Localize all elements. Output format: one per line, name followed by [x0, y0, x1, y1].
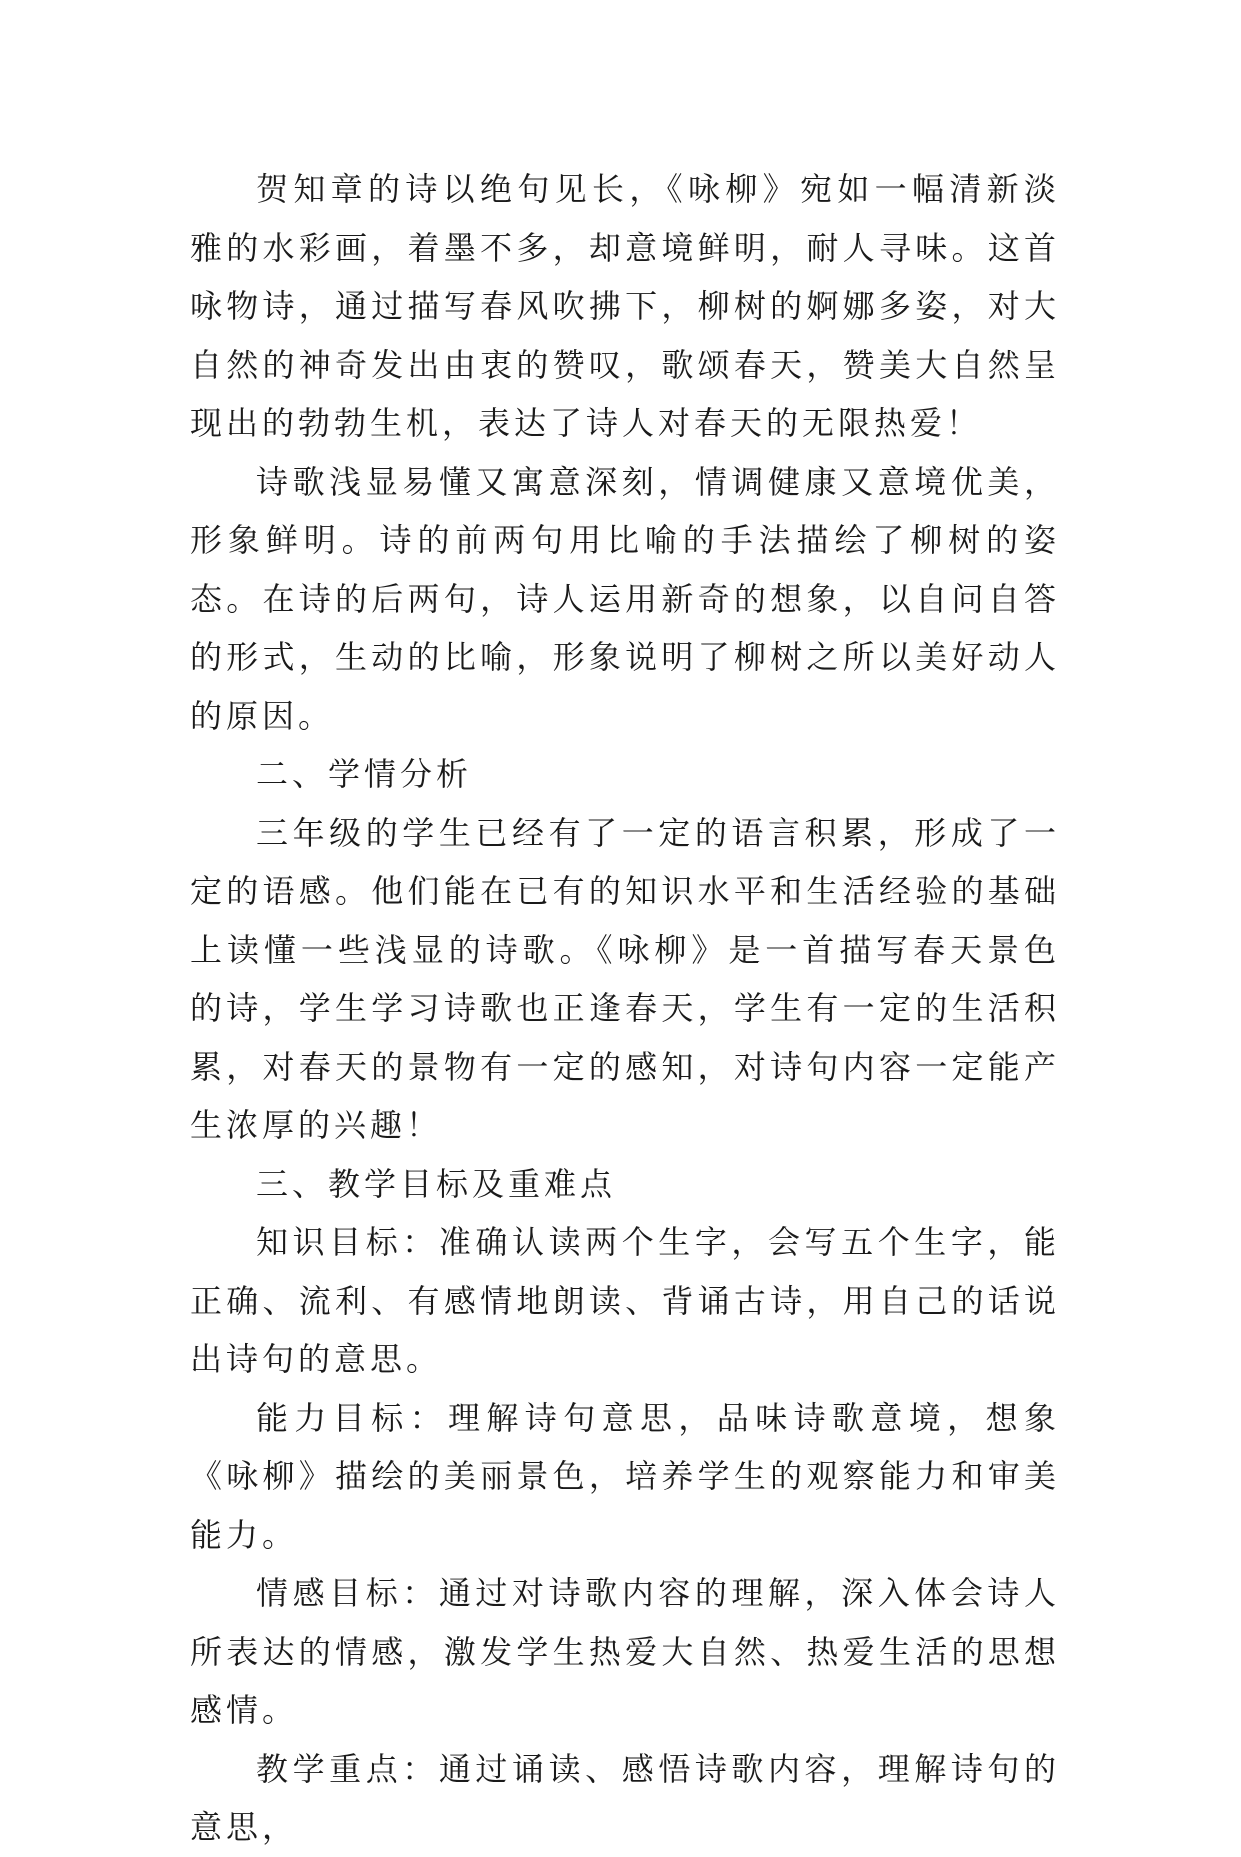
document-page [190, 160, 1060, 1857]
paragraph-ability-goal: 能力目标：理解诗句意思，品味诗歌意境，想象《咏柳》描绘的美丽景色，培养学生的观察能力和审美能力。 [190, 1398, 1060, 1554]
paragraph-emotion-goal: 情感目标：通过对诗歌内容的理解，深入体会诗人所表达的情感，激发学生热爱大自然、热爱生活的思想感情。 [190, 1574, 1060, 1729]
paragraph-teaching-focus: 教学重点：通过诵读、感悟诗歌内容，理解诗句的意思， [190, 1749, 1060, 1846]
section-heading-student-analysis: 二、学情分析 [256, 755, 473, 793]
paragraph-poet-intro: 贺知章的诗以绝句见长，《咏柳》宛如一幅清新淡雅的水彩画，着墨不多，却意境鲜明，耐人寻味。这首咏物诗，通过描写春风吹拂下，柳树的婀娜多姿，对大自然的神奇发出由衷的赞叹，歌颂春天，赞美大自然呈现出的勃勃生机，表达了诗人对春天的无限热爱！ [190, 170, 1060, 442]
paragraph-student-analysis: 三年级的学生已经有了一定的语言积累，形成了一定的语感。他们能在已有的知识水平和生活经验的基础上读懂一些浅显的诗歌。《咏柳》是一首描写春天景色的诗，学生学习诗歌也正逢春天，学生有一定的生活积累，对春天的景物有一定的感知，对诗句内容一定能产生浓厚的兴趣！ [190, 813, 1060, 1144]
paragraph-poem-features: 诗歌浅显易懂又寓意深刻，情调健康又意境优美，形象鲜明。诗的前两句用比喻的手法描绘了柳树的姿态。在诗的后两句，诗人运用新奇的想象，以自问自答的形式，生动的比喻，形象说明了柳树之所以美好动人的原因。 [190, 462, 1060, 735]
paragraph-knowledge-goal: 知识目标：准确认读两个生字，会写五个生字，能正确、流利、有感情地朗读、背诵古诗，用自己的话说出诗句的意思。 [190, 1223, 1060, 1378]
section-heading-teaching-goals: 三、教学目标及重难点 [256, 1164, 617, 1203]
